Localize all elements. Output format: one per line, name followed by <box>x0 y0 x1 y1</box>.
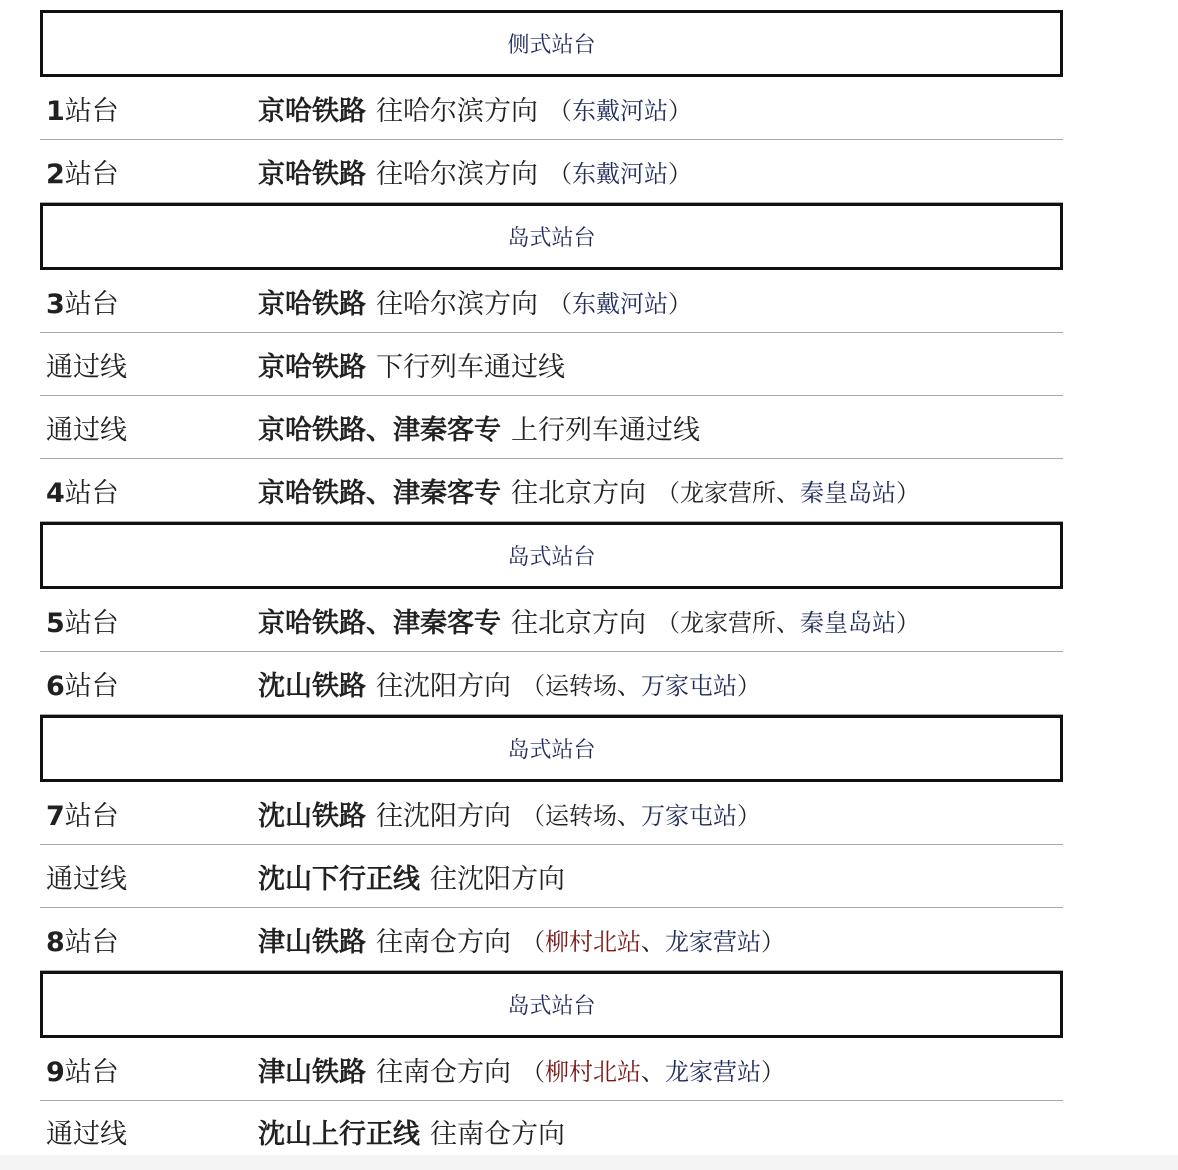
station-separator: 、 <box>617 801 641 830</box>
railway-line-name: 沈山铁路 <box>258 670 366 702</box>
track-row <box>40 845 1063 908</box>
railway-line-name: 京哈铁路 <box>258 288 366 320</box>
track-row <box>40 459 1063 522</box>
platform-type-header: 岛式站台 <box>40 715 1063 782</box>
platform-type-header: 侧式站台 <box>40 10 1063 77</box>
railway-line-name: 京哈铁路、津秦客专 <box>258 414 501 446</box>
railway-line-name: 京哈铁路、津秦客专 <box>258 607 501 639</box>
platform-type-header: 岛式站台 <box>40 522 1063 589</box>
railway-line-name: 京哈铁路 <box>258 95 366 127</box>
track-suffix: 通过线 <box>46 863 127 895</box>
track-number: 5 <box>46 607 65 639</box>
direction-text: 往南仓方向 <box>376 926 511 958</box>
track-suffix: 站台 <box>64 1056 119 1088</box>
track-suffix: 通过线 <box>46 1119 127 1150</box>
track-suffix: 站台 <box>64 800 119 832</box>
track-suffix: 站台 <box>64 477 119 509</box>
paren-close: ） <box>896 608 920 637</box>
track-description <box>258 1050 1063 1089</box>
station-separator: 、 <box>776 478 800 507</box>
track-number: 4 <box>46 477 65 509</box>
paren-close: ） <box>737 671 761 700</box>
track-suffix: 站台 <box>64 607 119 639</box>
track-label <box>40 345 258 384</box>
track-description <box>258 89 1063 128</box>
paren-open: （ <box>548 289 572 318</box>
track-row <box>40 396 1063 459</box>
track-label <box>40 1112 258 1151</box>
track-label <box>40 1050 258 1089</box>
track-description <box>258 471 1063 510</box>
direction-text: 往北京方向 <box>511 477 646 509</box>
next-station-name: 东戴河站 <box>572 159 668 188</box>
railway-line-name: 沈山上行正线 <box>258 1119 420 1150</box>
station-separator: 、 <box>641 1057 665 1086</box>
page-bottom-band <box>0 1155 1178 1170</box>
track-label <box>40 857 258 896</box>
track-number: 2 <box>46 158 65 190</box>
railway-line-name: 沈山下行正线 <box>258 863 420 895</box>
track-suffix: 站台 <box>64 158 119 190</box>
direction-text: 往北京方向 <box>511 607 646 639</box>
direction-text: 往哈尔滨方向 <box>376 95 538 127</box>
track-label <box>40 601 258 640</box>
track-label <box>40 408 258 447</box>
track-row <box>40 782 1063 845</box>
track-label <box>40 282 258 321</box>
track-label <box>40 794 258 833</box>
track-description <box>258 920 1063 959</box>
track-label <box>40 471 258 510</box>
track-label <box>40 664 258 703</box>
paren-open: （ <box>548 159 572 188</box>
next-station-name: 龙家营所 <box>680 608 776 637</box>
direction-text: 往沈阳方向 <box>376 800 511 832</box>
platform-table <box>40 10 1063 1163</box>
track-description <box>258 601 1063 640</box>
platform-type-header: 岛式站台 <box>40 203 1063 270</box>
next-station-name: 秦皇岛站 <box>800 478 896 507</box>
track-row <box>40 1101 1063 1163</box>
paren-open: （ <box>521 927 545 956</box>
paren-close: ） <box>761 1057 785 1086</box>
station-separator: 、 <box>776 608 800 637</box>
track-number: 1 <box>46 95 65 127</box>
track-number: 9 <box>46 1056 65 1088</box>
track-number: 7 <box>46 800 65 832</box>
track-number: 3 <box>46 288 65 320</box>
direction-text: 上行列车通过线 <box>511 414 700 446</box>
next-station-name: 柳村北站 <box>545 1057 641 1086</box>
next-station-name: 龙家营站 <box>665 927 761 956</box>
track-label <box>40 152 258 191</box>
track-suffix: 通过线 <box>46 414 127 446</box>
paren-close: ） <box>896 478 920 507</box>
paren-open: （ <box>521 671 545 700</box>
track-description <box>258 857 1063 896</box>
direction-text: 往沈阳方向 <box>430 863 565 895</box>
railway-line-name: 京哈铁路 <box>258 158 366 190</box>
track-label <box>40 920 258 959</box>
paren-close: ） <box>668 289 692 318</box>
next-station-name: 龙家营所 <box>680 478 776 507</box>
paren-close: ） <box>668 96 692 125</box>
next-station-name: 东戴河站 <box>572 289 668 318</box>
track-number: 8 <box>46 926 65 958</box>
track-row <box>40 140 1063 203</box>
paren-close: ） <box>668 159 692 188</box>
track-description <box>258 1112 1063 1151</box>
next-station-name: 秦皇岛站 <box>800 608 896 637</box>
direction-text: 往南仓方向 <box>376 1056 511 1088</box>
direction-text: 往沈阳方向 <box>376 670 511 702</box>
paren-close: ） <box>737 801 761 830</box>
direction-text: 往哈尔滨方向 <box>376 288 538 320</box>
track-row <box>40 333 1063 396</box>
next-station-name: 龙家营站 <box>665 1057 761 1086</box>
paren-open: （ <box>656 608 680 637</box>
direction-text: 往南仓方向 <box>430 1119 565 1150</box>
next-station-name: 东戴河站 <box>572 96 668 125</box>
track-label <box>40 89 258 128</box>
station-separator: 、 <box>617 671 641 700</box>
railway-line-name: 京哈铁路 <box>258 351 366 383</box>
track-suffix: 站台 <box>64 95 119 127</box>
track-description <box>258 152 1063 191</box>
track-row <box>40 77 1063 140</box>
track-description <box>258 794 1063 833</box>
next-station-name: 运转场 <box>545 671 617 700</box>
railway-line-name: 津山铁路 <box>258 1056 366 1088</box>
next-station-name: 运转场 <box>545 801 617 830</box>
paren-open: （ <box>521 1057 545 1086</box>
track-description <box>258 408 1063 447</box>
track-suffix: 站台 <box>64 926 119 958</box>
station-separator: 、 <box>641 927 665 956</box>
track-row <box>40 1038 1063 1101</box>
paren-open: （ <box>548 96 572 125</box>
direction-text: 往哈尔滨方向 <box>376 158 538 190</box>
paren-close: ） <box>761 927 785 956</box>
paren-open: （ <box>521 801 545 830</box>
paren-open: （ <box>656 478 680 507</box>
platform-type-header: 岛式站台 <box>40 971 1063 1038</box>
track-description <box>258 664 1063 703</box>
track-description <box>258 282 1063 321</box>
next-station-name: 万家屯站 <box>641 671 737 700</box>
railway-line-name: 京哈铁路、津秦客专 <box>258 477 501 509</box>
track-row <box>40 908 1063 971</box>
railway-line-name: 沈山铁路 <box>258 800 366 832</box>
track-suffix: 站台 <box>64 288 119 320</box>
track-suffix: 通过线 <box>46 351 127 383</box>
direction-text: 下行列车通过线 <box>376 351 565 383</box>
track-suffix: 站台 <box>64 670 119 702</box>
track-number: 6 <box>46 670 65 702</box>
railway-line-name: 津山铁路 <box>258 926 366 958</box>
next-station-name: 柳村北站 <box>545 927 641 956</box>
track-description <box>258 345 1063 384</box>
next-station-name: 万家屯站 <box>641 801 737 830</box>
track-row <box>40 589 1063 652</box>
track-row <box>40 652 1063 715</box>
track-row <box>40 270 1063 333</box>
